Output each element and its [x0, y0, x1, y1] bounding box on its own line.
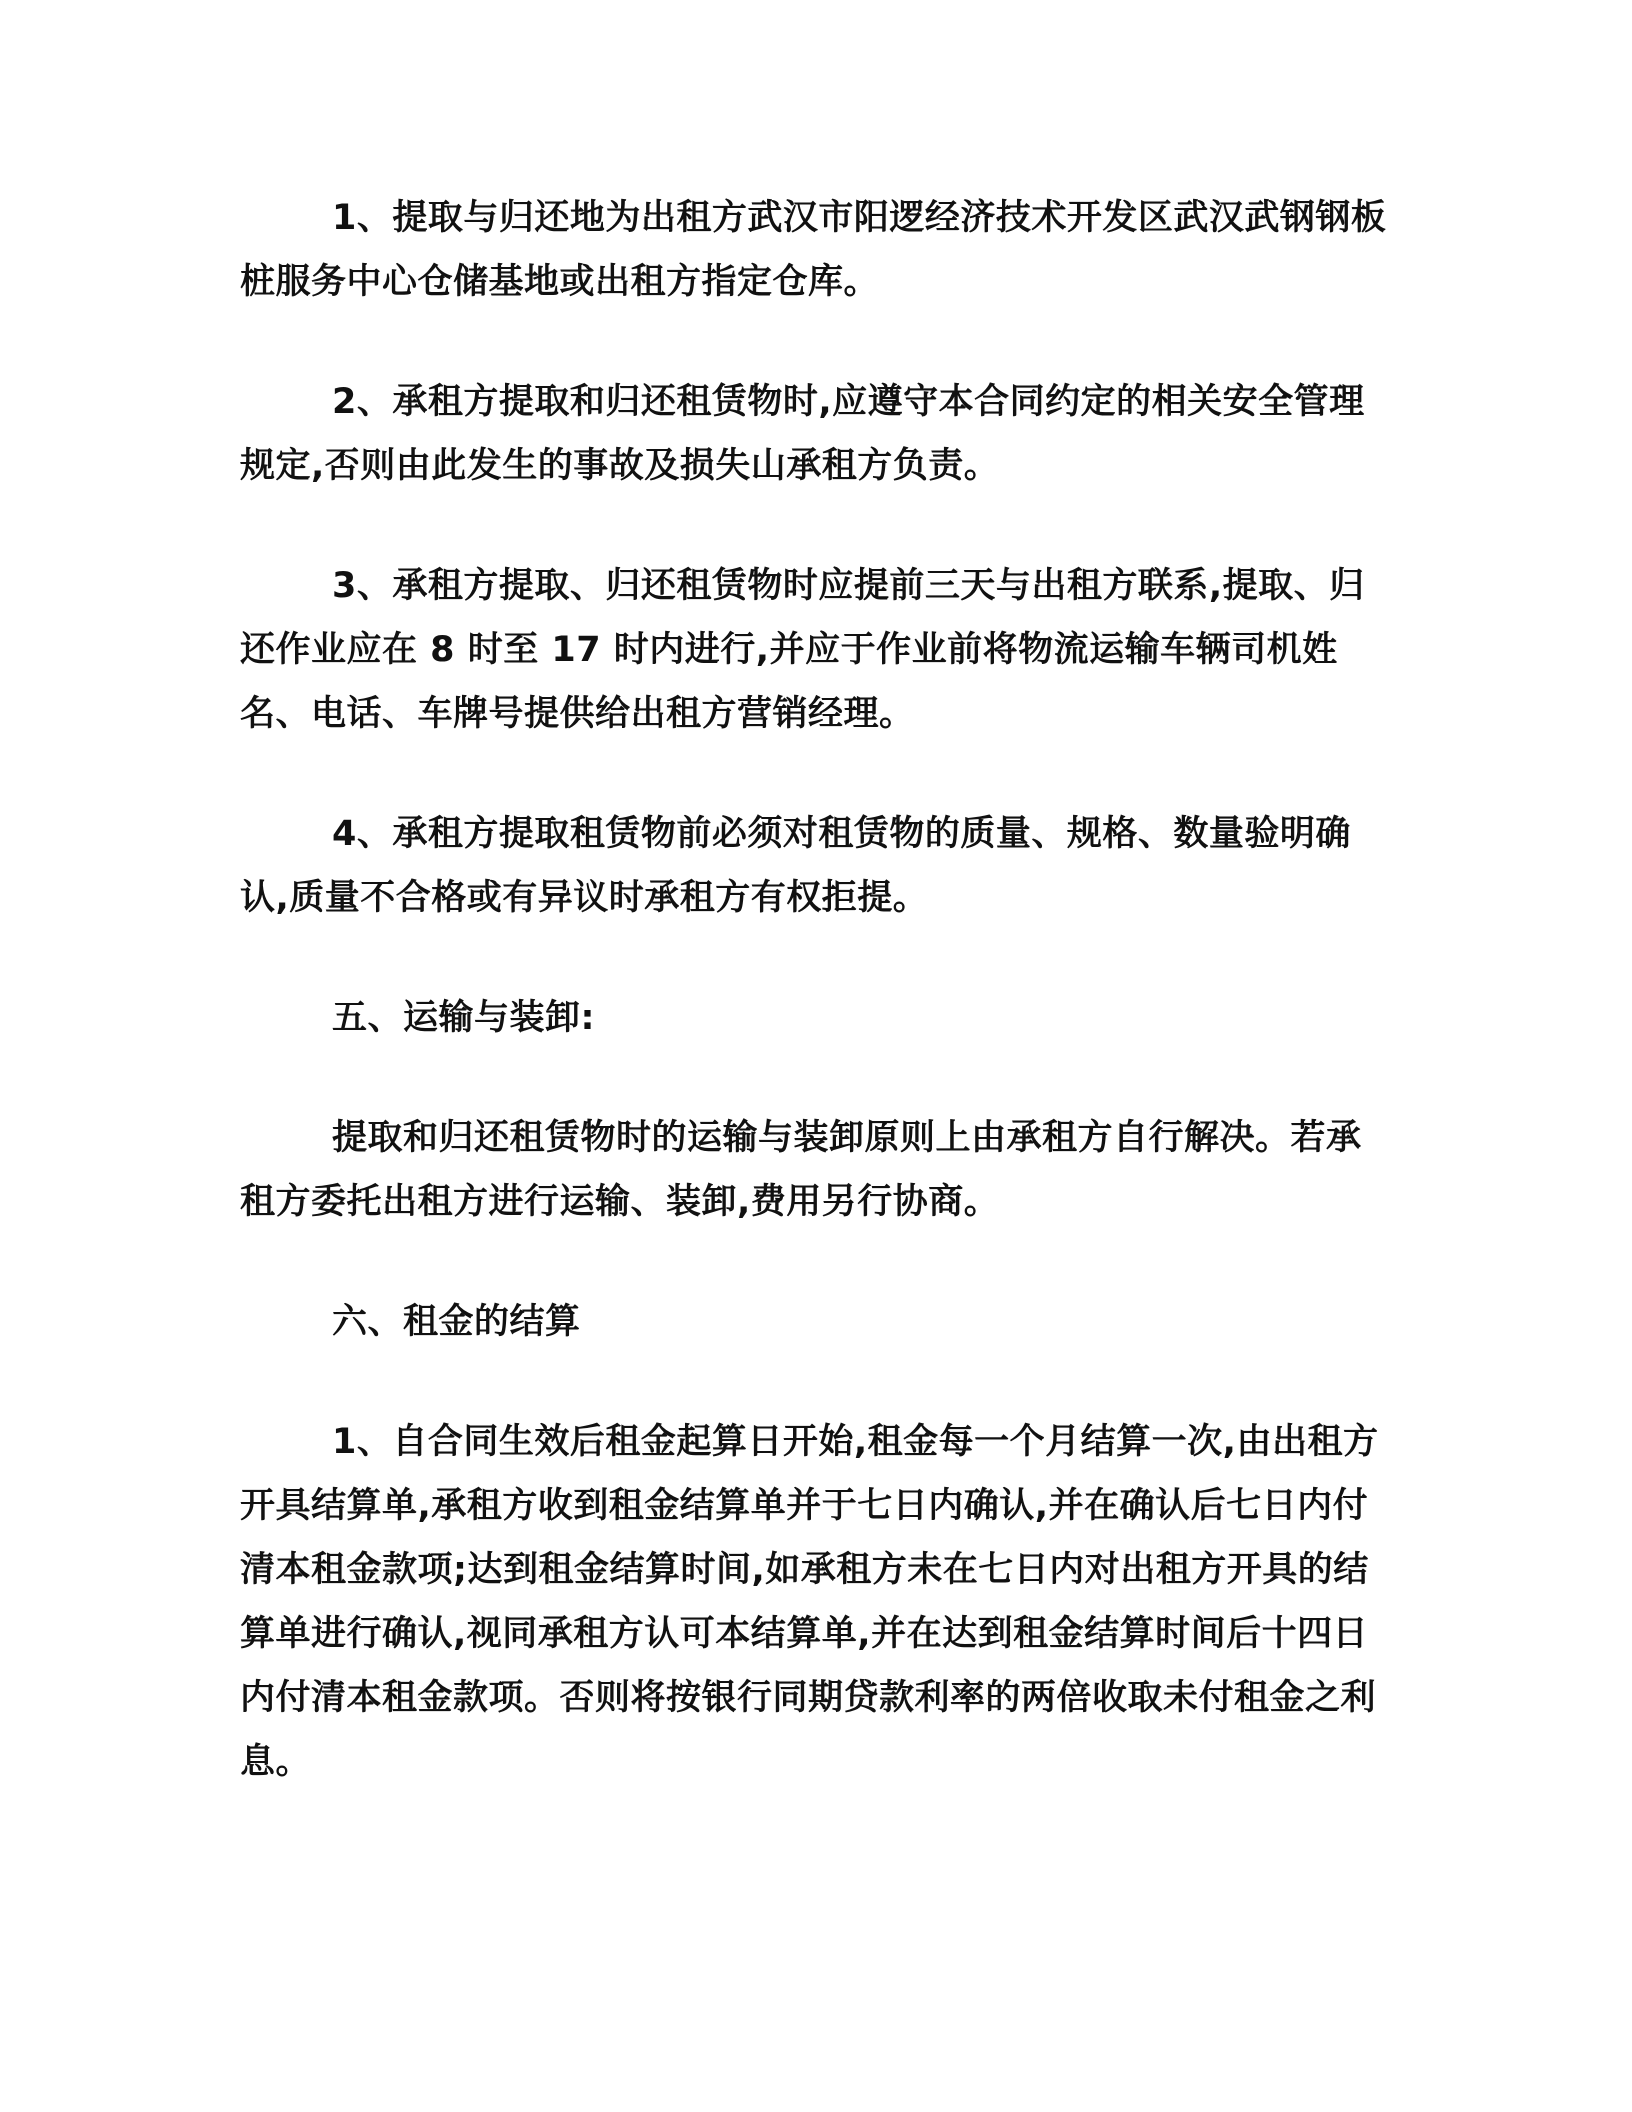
document-body — [240, 186, 1390, 1850]
paragraph-pickup-location: 1、提取与归还地为出租方武汉市阳逻经济技术开发区武汉武钢钢板桩服务中心仓储基地或出租方指定仓库。 — [240, 198, 1387, 302]
section-heading-transport: 五、运输与装卸: — [332, 998, 595, 1038]
section-heading-rent-settlement: 六、租金的结算 — [332, 1302, 581, 1342]
paragraph-advance-notice: 3、承租方提取、归还租赁物时应提前三天与出租方联系,提取、归还作业应在 8 时至 17 时内进行,并应于作业前将物流运输车辆司机姓名、电话、车牌号提供给出租方营销经理。 — [240, 566, 1365, 734]
paragraph-transport-loading: 提取和归还租赁物时的运输与装卸原则上由承租方自行解决。若承租方委托出租方进行运输、装卸,费用另行协商。 — [240, 1118, 1362, 1222]
paragraph-rent-settlement: 1、自合同生效后租金起算日开始,租金每一个月结算一次,由出租方开具结算单,承租方收到租金结算单并于七日内确认,并在确认后七日内付清本租金款项;达到租金结算时间,如承租方未在七日内对出租方开具的结算单进行确认,视同承租方认可本结算单,并在达到租金结算时间后十四日内付清本租金款项。否则将按银行同期贷款利率的两倍收取未付租金之利息。 — [240, 1422, 1379, 1782]
paragraph-quality-check: 4、承租方提取租赁物前必须对租赁物的质量、规格、数量验明确认,质量不合格或有异议时承租方有权拒提。 — [240, 814, 1351, 918]
paragraph-safety-rules: 2、承租方提取和归还租赁物时,应遵守本合同约定的相关安全管理规定,否则由此发生的事故及损失山承租方负责。 — [240, 382, 1365, 486]
